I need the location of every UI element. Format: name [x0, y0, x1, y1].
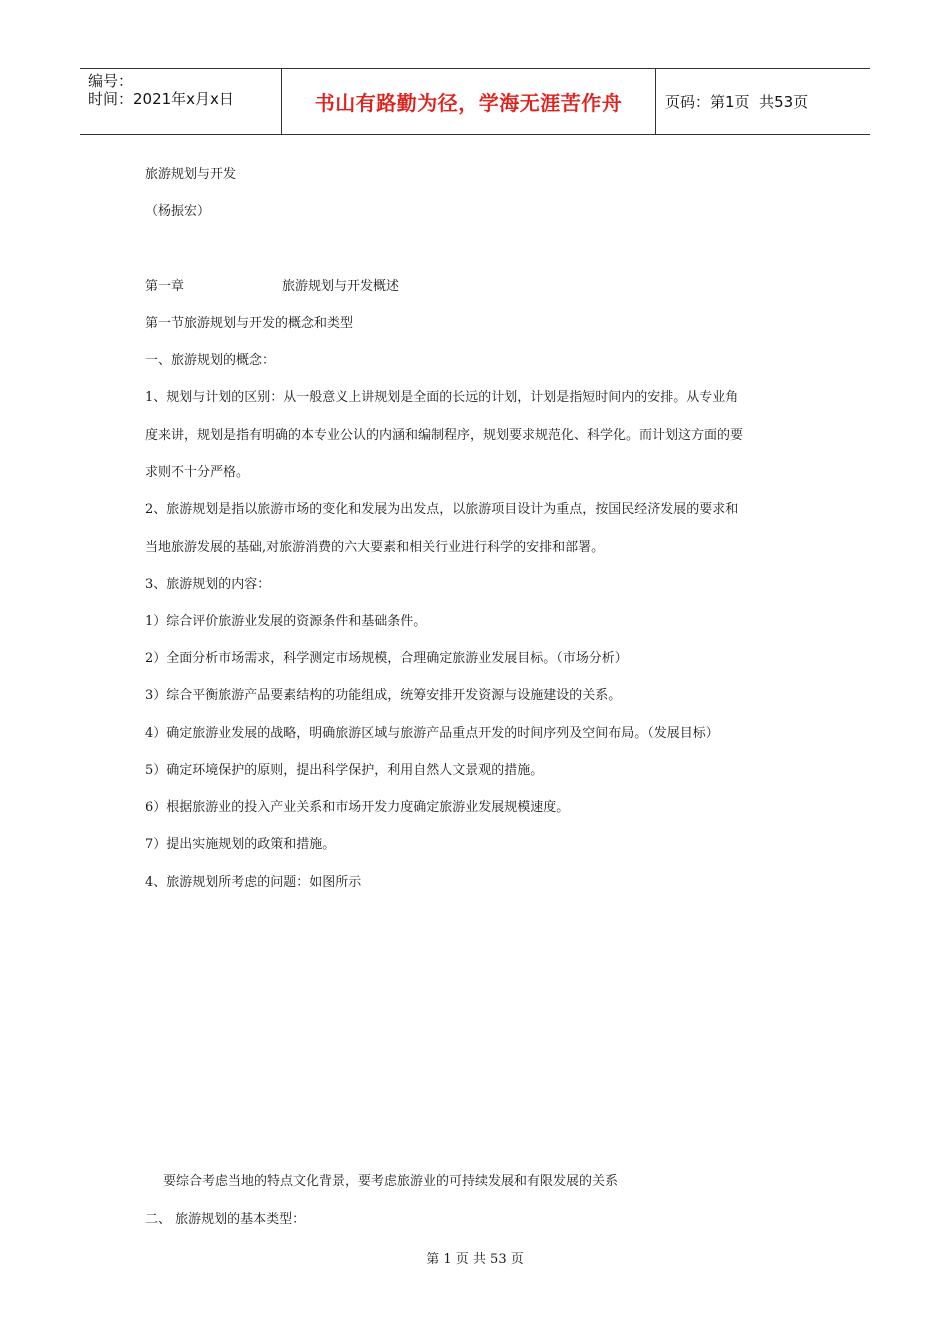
paragraph-1-line-1: 1、规划与计划的区别：从一般意义上讲规划是全面的长远的计划，计划是指短时间内的安排。从专业角	[145, 390, 739, 405]
list-item-3: 3）综合平衡旅游产品要素结构的功能组成，统筹安排开发资源与设施建设的关系。	[145, 688, 622, 703]
chapter-title: 旅游规划与开发概述	[282, 279, 400, 294]
page-header	[80, 68, 870, 135]
heading-1: 一、旅游规划的概念：	[145, 353, 276, 368]
paragraph-2-line-1: 2、旅游规划是指以旅游市场的变化和发展为出发点，以旅游项目设计为重点，按国民经济发展的要求和	[145, 502, 739, 517]
header-page-info: 页码：第1页 共53页	[665, 93, 809, 111]
page-footer: 第 1 页 共 53 页	[426, 1252, 524, 1267]
list-item-7: 7）提出实施规划的政策和措施。	[145, 837, 336, 852]
list-item-5: 5）确定环境保护的原则，提出科学保护，利用自然人文景观的措施。	[145, 763, 544, 778]
serial-label: 编号：	[88, 72, 134, 90]
header-divider-right	[655, 69, 656, 134]
figure-note: 要综合考虑当地的特点文化背景，要考虑旅游业的可持续发展和有限发展的关系	[163, 1174, 619, 1189]
list-item-4: 4）确定旅游业发展的战略，明确旅游区域与旅游产品重点开发的时间序列及空间布局。（发展目标）	[145, 726, 719, 741]
list-item-2: 2）全面分析市场需求，科学测定市场规模，合理确定旅游业发展目标。（市场分析）	[145, 651, 628, 666]
header-motto: 书山有路勤为径，学海无涯苦作舟	[314, 91, 623, 115]
paragraph-1-line-3: 求则不十分严格。	[145, 465, 250, 480]
chapter-number: 第一章	[145, 279, 185, 294]
paragraph-4: 4、旅游规划所考虑的问题：如图所示	[145, 875, 362, 890]
chapter-heading	[145, 275, 745, 294]
time-label: 时间：2021年x月x日	[88, 90, 234, 108]
paragraph-3: 3、旅游规划的内容：	[145, 577, 271, 592]
heading-2: 二、 旅游规划的基本类型：	[145, 1212, 306, 1227]
section-heading: 第一节旅游规划与开发的概念和类型	[145, 316, 354, 331]
header-meta	[88, 72, 234, 108]
doc-author: （杨振宏）	[145, 204, 211, 219]
list-item-6: 6）根据旅游业的投入产业关系和市场开发力度确定旅游业发展规模速度。	[145, 800, 570, 815]
paragraph-1-line-2: 度来讲，规划是指有明确的本专业公认的内涵和编制程序，规划要求规范化、科学化。而计划这方面的要	[145, 428, 744, 443]
doc-title: 旅游规划与开发	[145, 167, 237, 182]
list-item-1: 1）综合评价旅游业发展的资源条件和基础条件。	[145, 614, 427, 629]
paragraph-2-line-2: 当地旅游发展的基础,对旅游消费的六大要素和相关行业进行科学的安排和部署。	[145, 540, 605, 555]
